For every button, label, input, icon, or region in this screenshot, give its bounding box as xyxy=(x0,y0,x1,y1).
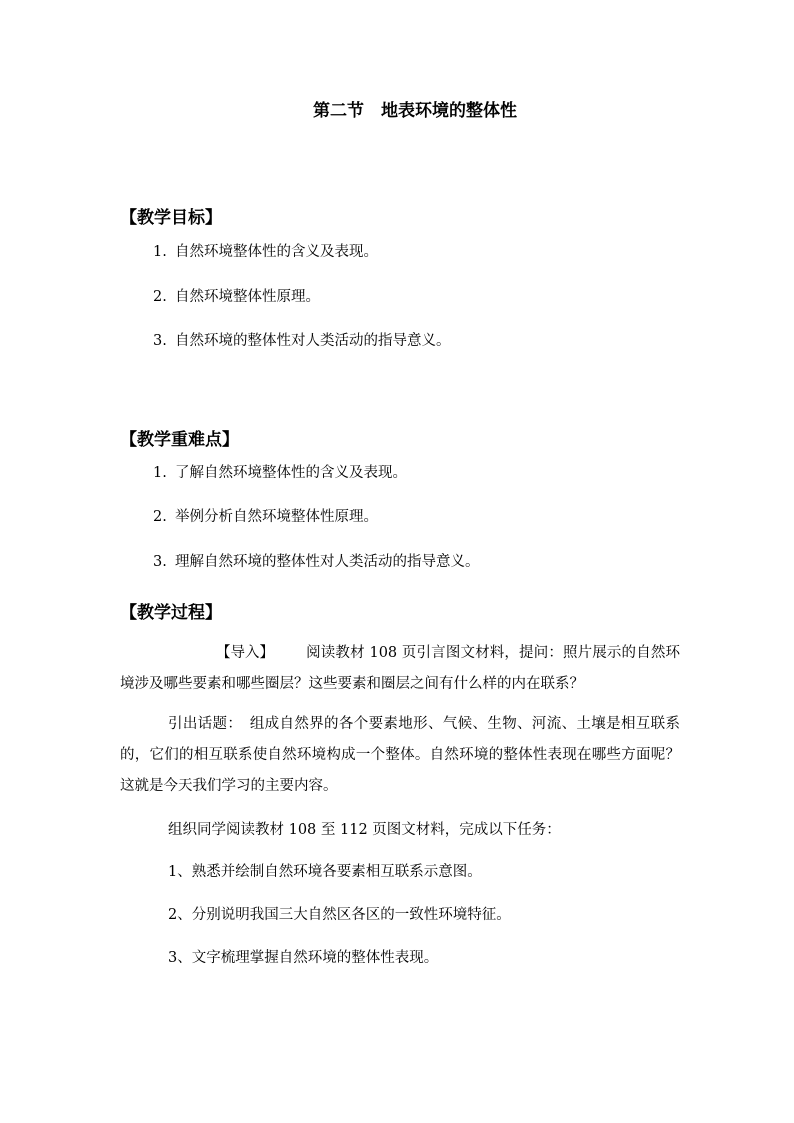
objective-text: 自然环境整体性的含义及表现。 xyxy=(175,244,378,260)
keypoint-item-1 xyxy=(153,461,407,482)
keypoint-text: 理解自然环境的整体性对人类活动的指导意义。 xyxy=(175,554,480,570)
objective-number: 3. xyxy=(153,333,167,349)
keypoint-text: 了解自然环境整体性的含义及表现。 xyxy=(175,465,407,481)
keypoint-item-2 xyxy=(153,505,378,526)
heading-teaching-objectives: 【教学目标】 xyxy=(120,208,222,228)
page-title: 第二节 地表环境的整体性 xyxy=(313,101,517,121)
task-item-3: 3、文字梳理掌握自然环境的整体性表现。 xyxy=(168,950,439,966)
objective-number: 1. xyxy=(153,244,167,260)
objective-number: 2. xyxy=(153,289,167,305)
objective-text: 自然环境的整体性对人类活动的指导意义。 xyxy=(175,333,451,349)
organize-paragraph: 组织同学阅读教材 108 至 112 页图文材料，完成以下任务： xyxy=(168,822,561,838)
intro-text: 阅读教材 108 页引言图文材料，提问：照片展示的自然环境涉及哪些要素和哪些圈层？这些要素和圈层之间有什么样的内在联系？ xyxy=(120,645,680,692)
heading-key-points: 【教学重难点】 xyxy=(120,430,239,450)
task-item-1: 1、熟悉并绘制自然环境各要素相互联系示意图。 xyxy=(168,864,482,880)
objective-item-1 xyxy=(153,240,378,261)
keypoint-item-3 xyxy=(153,550,480,571)
task-item-2: 2、分别说明我国三大自然区各区的一致性环境特征。 xyxy=(168,907,511,923)
topic-paragraph: 引出话题： 组成自然界的各个要素地形、气候、生物、河流、土壤是相互联系的，它们的相互联系使自然环境构成一个整体。自然环境的整体性表现在哪些方面呢？这就是今天我们学习的主要内容。 xyxy=(120,716,680,794)
intro-paragraph xyxy=(120,638,680,700)
objective-item-2 xyxy=(153,285,320,306)
keypoint-text: 举例分析自然环境整体性原理。 xyxy=(175,509,378,525)
objective-text: 自然环境整体性原理。 xyxy=(175,289,320,305)
heading-teaching-process: 【教学过程】 xyxy=(120,603,222,623)
objective-item-3 xyxy=(153,329,451,350)
keypoint-number: 2. xyxy=(153,509,167,525)
intro-tag: 【导入】 xyxy=(216,645,274,661)
keypoint-number: 3. xyxy=(153,554,167,570)
keypoint-number: 1. xyxy=(153,465,167,481)
